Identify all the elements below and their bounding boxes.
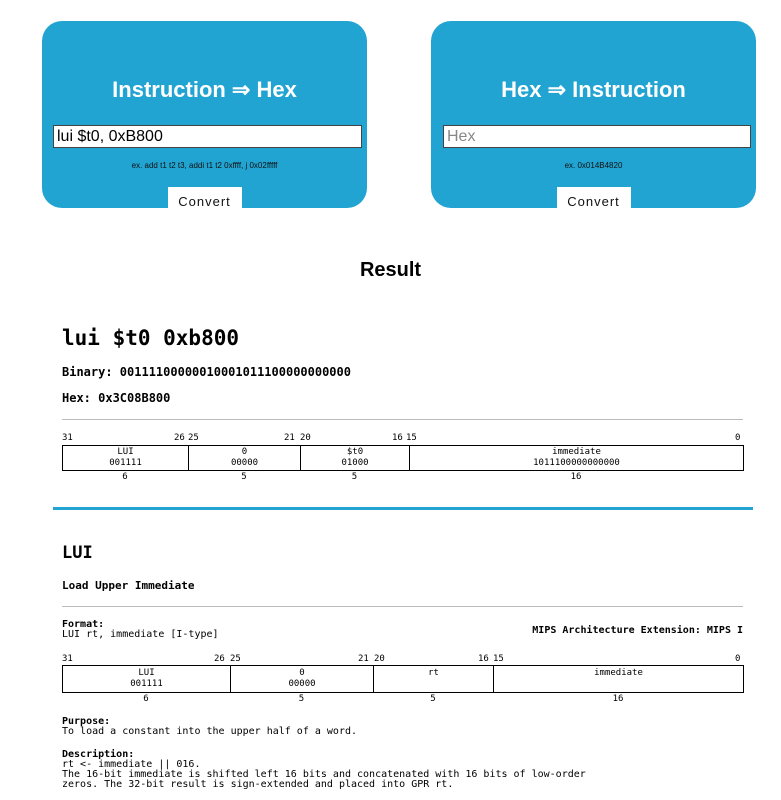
reference-divider [62, 606, 743, 607]
description-line: rt <- immediate || 016. [62, 759, 201, 770]
reference-mnemonic: LUI [62, 543, 93, 563]
field-name: 0 [299, 668, 305, 678]
field-rt [374, 666, 494, 693]
description-label: Description: [62, 749, 135, 760]
bit-label: 26 [214, 654, 225, 664]
instruction-to-hex-title: Instruction ⇒ Hex [112, 77, 297, 102]
reference-field-widths [62, 694, 743, 706]
hex-to-instruction-title: Hex ⇒ Instruction [501, 77, 686, 102]
bit-label: 0 [735, 654, 741, 664]
result-heading: Result [359, 259, 422, 281]
bit-label: 21 [284, 433, 295, 443]
description-line: zeros. The 32-bit result is sign-extended and placed into GPR rt. [62, 779, 454, 790]
result-bit-positions [62, 433, 743, 445]
field-immediate [494, 666, 744, 693]
field-name: immediate [594, 668, 643, 678]
decoded-instruction: lui $t0 0xb800 [62, 326, 240, 350]
reference-full-name: Load Upper Immediate [62, 579, 195, 592]
description-line: The 16-bit immediate is shifted left 16 bits and concatenated with 16 bits of low-order [62, 769, 586, 780]
field-name: LUI [117, 447, 134, 457]
field-width: 16 [570, 472, 582, 482]
bit-label: 20 [374, 654, 385, 664]
field-width: 5 [298, 694, 305, 704]
field-bits: 00000 [288, 679, 316, 689]
field-opcode [63, 666, 231, 693]
bit-label: 25 [230, 654, 241, 664]
convert-to-instruction-button[interactable]: Convert [557, 187, 631, 215]
section-separator [53, 507, 753, 510]
bit-label: 26 [174, 433, 185, 443]
field-immediate [410, 446, 744, 471]
instruction-to-hex-panel [42, 21, 367, 208]
instruction-input[interactable] [53, 125, 362, 148]
instruction-example: ex. add t1 t2 t3, addi t1 t2 0xffff, j 0x02fffff [131, 161, 278, 170]
field-rt [301, 446, 410, 471]
bit-label: 15 [406, 433, 417, 443]
field-bits: 001111 [109, 458, 142, 468]
bit-label: 20 [300, 433, 311, 443]
field-width: 5 [351, 472, 358, 482]
field-name: $t0 [346, 447, 364, 457]
hex-output: Hex: 0x3C08B800 [62, 391, 171, 405]
field-bits: 01000 [341, 458, 369, 468]
format-label: Format: [62, 619, 105, 630]
field-name: 0 [241, 447, 248, 457]
bit-label: 31 [62, 433, 73, 443]
field-width: 6 [143, 694, 149, 704]
hex-input[interactable] [443, 125, 751, 148]
bit-label: 16 [478, 654, 489, 664]
hex-to-instruction-panel [431, 21, 756, 208]
result-encoding-table [62, 445, 744, 471]
field-bits: 00000 [230, 458, 259, 468]
bit-label: 15 [493, 654, 504, 664]
field-rs [231, 666, 374, 693]
field-width: 16 [612, 694, 624, 704]
hex-example: ex. 0x014B4820 [564, 161, 623, 170]
reference-encoding-table [62, 665, 744, 693]
field-width: 6 [122, 472, 128, 482]
result-field-widths [62, 472, 743, 484]
field-width: 5 [430, 694, 436, 704]
field-opcode [63, 446, 189, 471]
bit-label: 21 [358, 654, 369, 664]
field-name: rt [428, 668, 439, 678]
field-bits: 1011100000000000 [533, 458, 620, 468]
field-name: immediate [552, 447, 601, 457]
bit-label: 25 [188, 433, 199, 443]
convert-to-hex-button[interactable]: Convert [168, 187, 242, 215]
field-name: LUI [138, 668, 155, 678]
bit-label: 0 [735, 433, 741, 443]
format-text: LUI rt, immediate [I-type] [62, 629, 219, 640]
field-bits: 001111 [130, 679, 163, 689]
bit-label: 31 [62, 654, 73, 664]
binary-output: Binary: 00111100000010001011100000000000 [62, 365, 351, 379]
field-width: 5 [241, 472, 247, 482]
field-rs [189, 446, 301, 471]
result-divider [62, 419, 743, 420]
bit-label: 16 [392, 433, 403, 443]
purpose-text: To load a constant into the upper half of a word. [62, 726, 358, 737]
purpose-label: Purpose: [62, 716, 111, 727]
architecture-extension: MIPS Architecture Extension: MIPS I [532, 625, 743, 636]
